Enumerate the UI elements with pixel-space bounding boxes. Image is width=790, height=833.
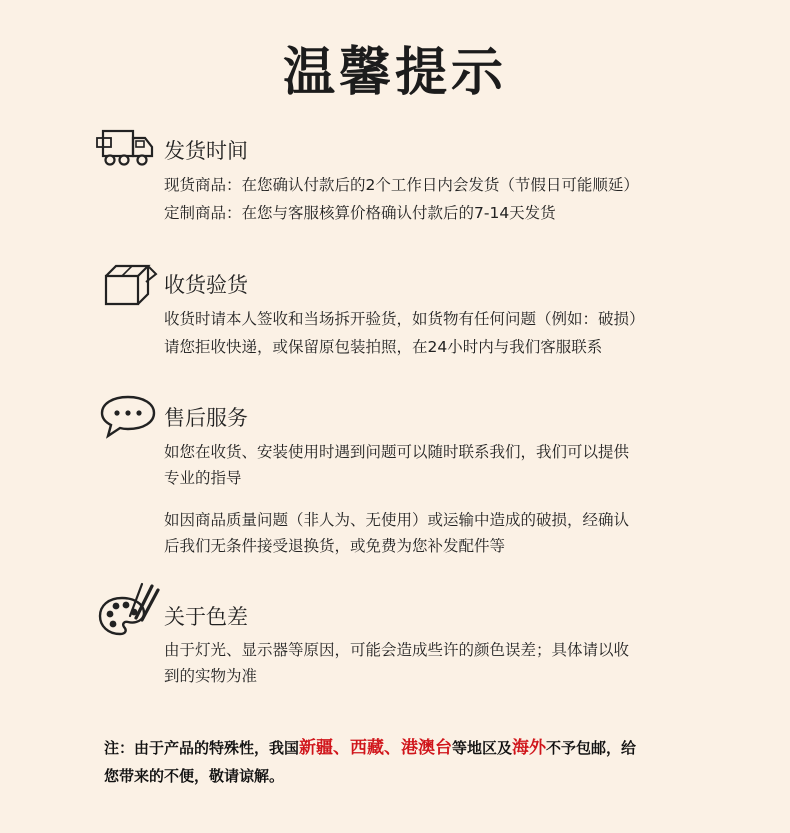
section-title: 收货验货 bbox=[164, 273, 248, 297]
highlight-region: 海外 bbox=[512, 738, 547, 758]
note-text: 注：由于产品的特殊性，我国 bbox=[104, 739, 300, 757]
highlight-region: 新疆 bbox=[299, 738, 334, 758]
section-text-line: 现货商品：在您确认付款后的2个工作日内会发货（节假日可能顺延） bbox=[164, 176, 639, 194]
note-text: 不予包邮，给 bbox=[546, 739, 637, 757]
highlight-separator: 、 bbox=[384, 738, 402, 758]
section-text-line: 收货时请本人签收和当场拆开验货，如货物有任何问题（例如：破损） bbox=[164, 310, 645, 328]
section-text-line: 到的实物为准 bbox=[164, 667, 258, 685]
section-title: 发货时间 bbox=[164, 139, 248, 163]
truck-icon bbox=[95, 128, 155, 168]
section-text-line: 由于灯光、显示器等原因，可能会造成些许的颜色误差；具体请以收 bbox=[164, 641, 630, 659]
highlight-region: 西藏 bbox=[350, 738, 385, 758]
highlight-region: 港澳台 bbox=[401, 738, 453, 758]
section-text-line: 如因商品质量问题（非人为、无使用）或运输中造成的破损，经确认 bbox=[164, 511, 630, 529]
section-text-line: 定制商品：在您与客服核算价格确认付款后的7-14天发货 bbox=[164, 204, 556, 222]
highlight-separator: 、 bbox=[333, 738, 351, 758]
section-text-line: 如您在收货、安装使用时遇到问题可以随时联系我们，我们可以提供 bbox=[164, 443, 630, 461]
note-text: 等地区及 bbox=[452, 739, 513, 757]
chat-bubble-icon bbox=[98, 393, 158, 439]
section-text-line: 请您拒收快递，或保留原包装拍照，在24小时内与我们客服联系 bbox=[164, 338, 603, 356]
page-title: 温馨提示 bbox=[282, 43, 507, 103]
note-line-1 bbox=[104, 734, 744, 762]
section-title: 关于色差 bbox=[164, 605, 248, 629]
shipping-note bbox=[104, 734, 744, 790]
section-text-line: 后我们无条件接受退换货，或免费为您补发配件等 bbox=[164, 537, 506, 555]
section-text-line: 专业的指导 bbox=[164, 469, 242, 487]
section-title: 售后服务 bbox=[164, 406, 248, 430]
note-line-2: 您带来的不便，敬请谅解。 bbox=[104, 767, 285, 785]
palette-icon bbox=[96, 582, 160, 638]
box-icon bbox=[100, 262, 160, 308]
